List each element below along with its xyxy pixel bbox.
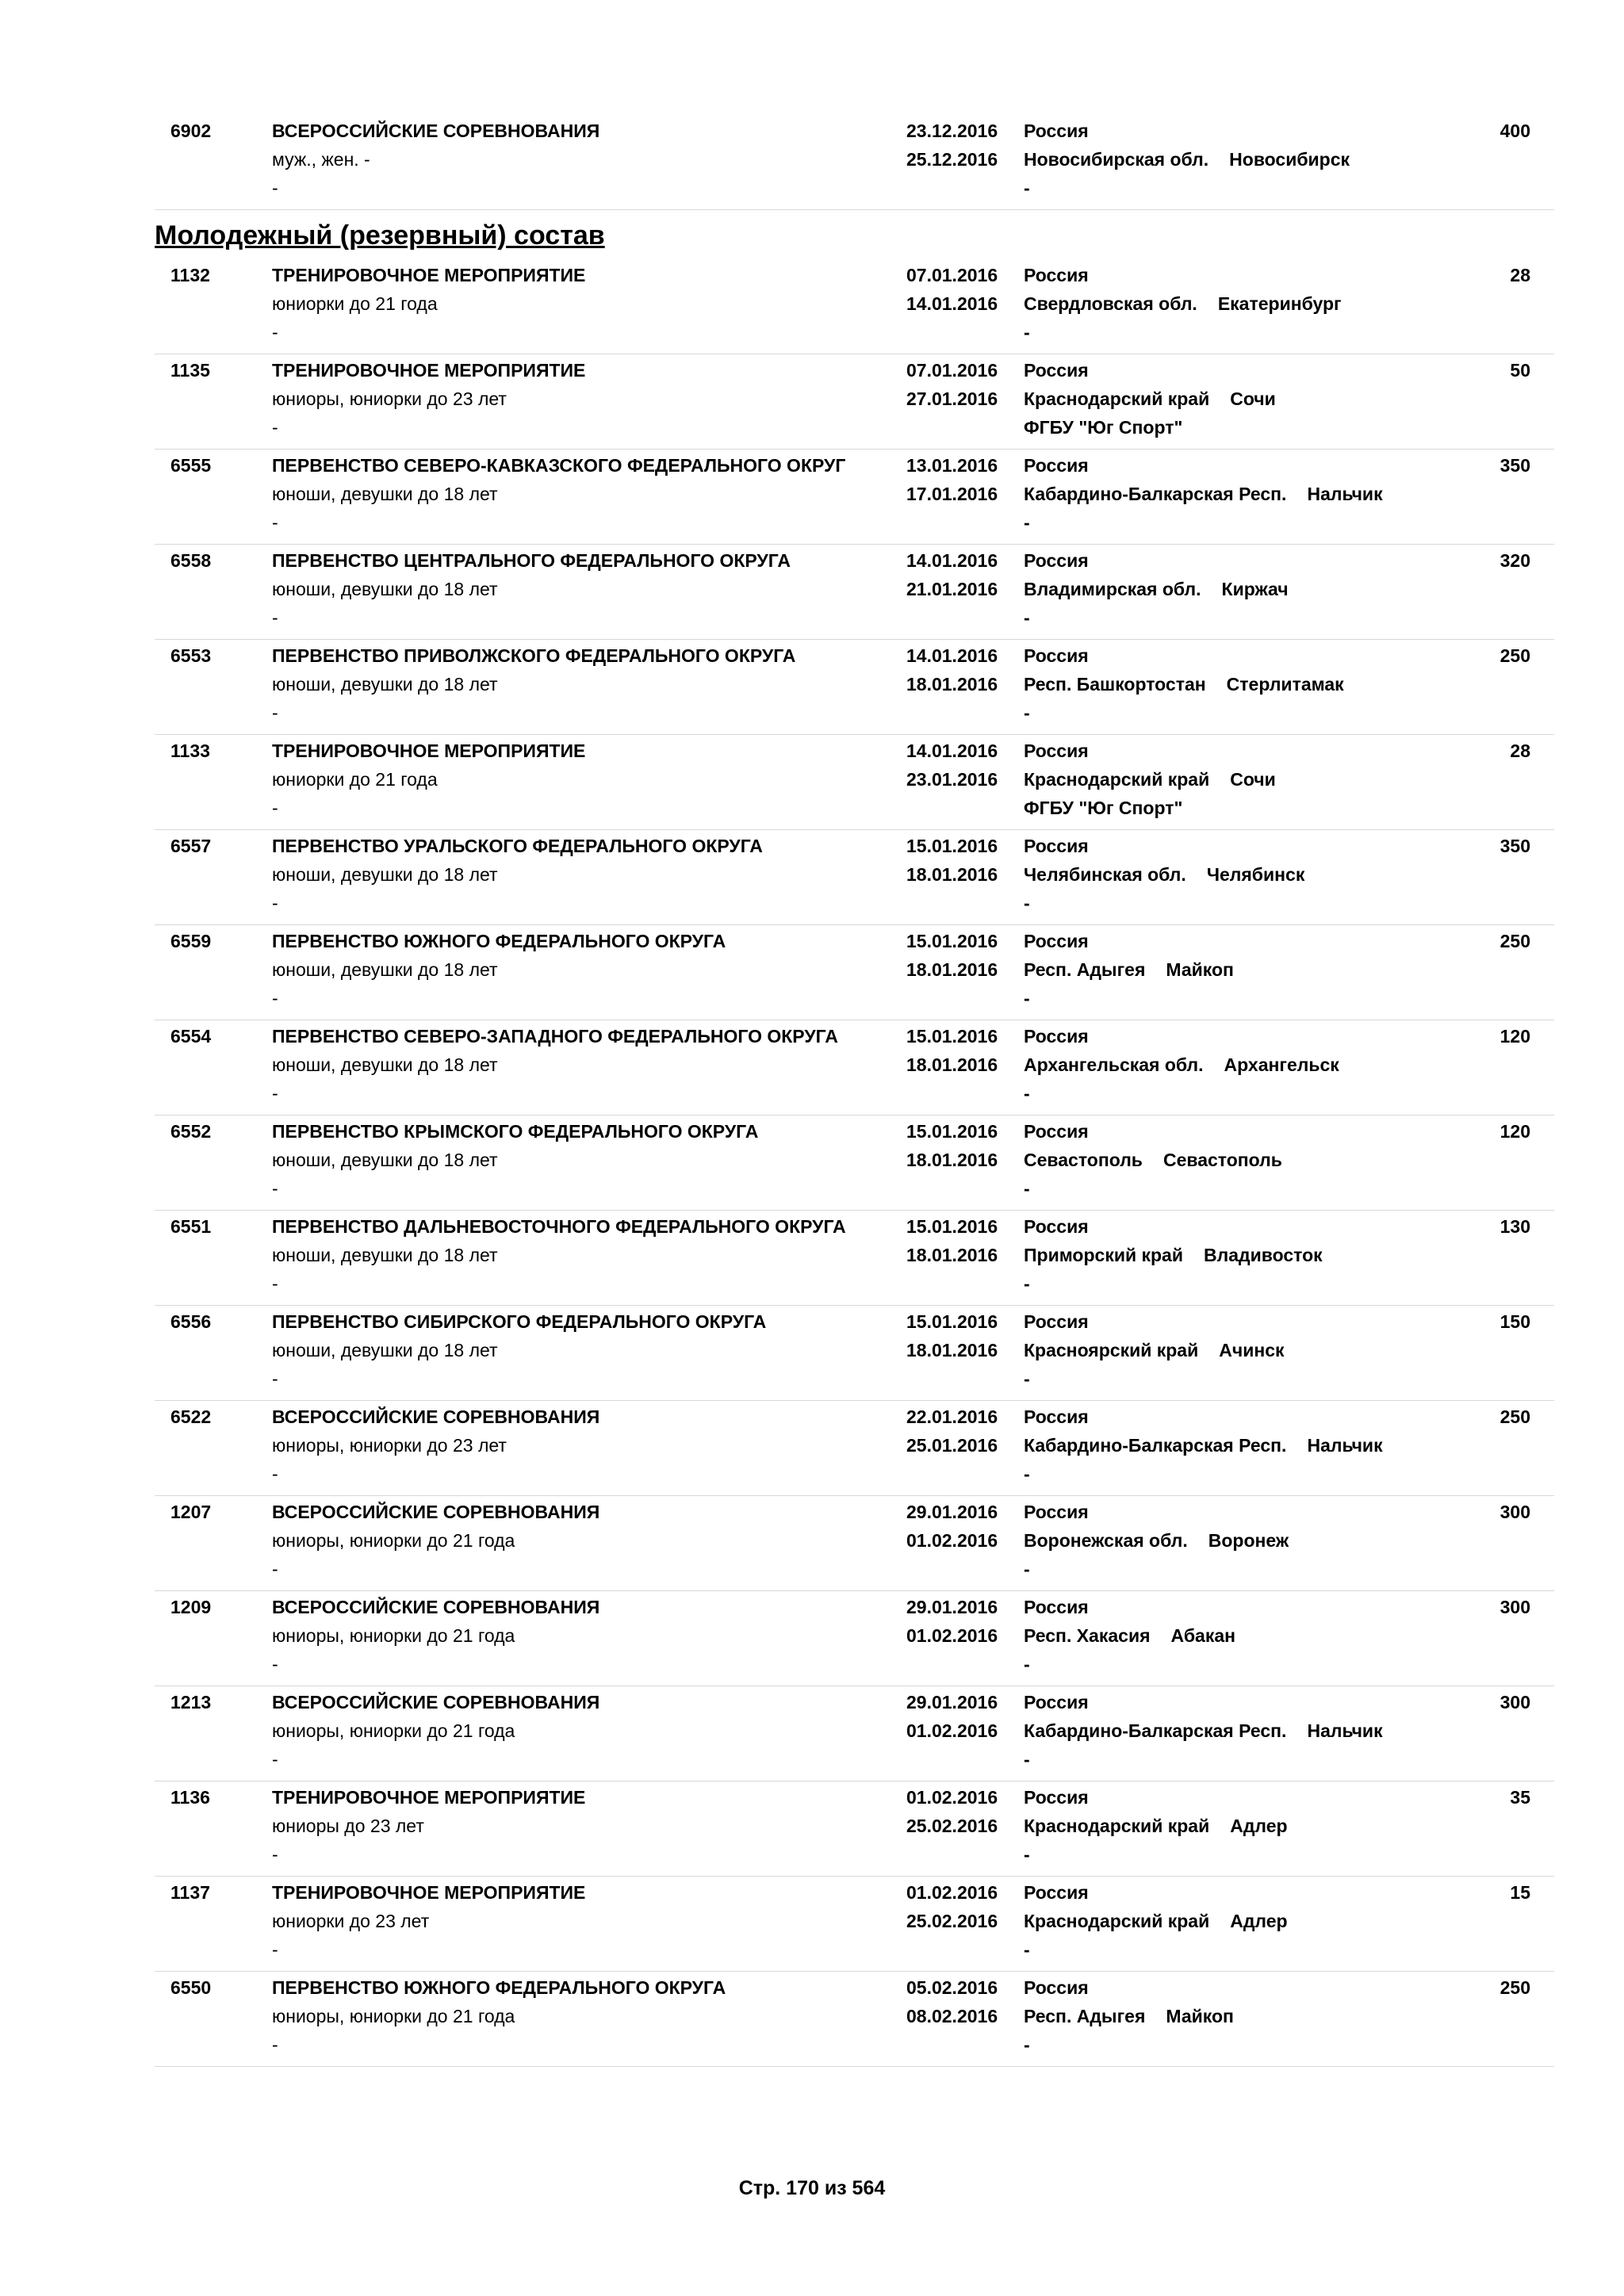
- event-venue: ФГБУ "Юг Спорт": [1024, 417, 1183, 438]
- event-row: [155, 545, 1554, 640]
- event-row: [155, 259, 1554, 354]
- event-date-start: 01.02.2016: [906, 1787, 998, 1808]
- event-name: ПЕРВЕНСТВО СЕВЕРО-КАВКАЗСКОГО ФЕДЕРАЛЬНОГО ОКРУГ: [272, 455, 846, 476]
- event-date-start: 15.01.2016: [906, 836, 998, 856]
- event-participants: 28: [1510, 265, 1530, 285]
- event-name: ТРЕНИРОВОЧНОЕ МЕРОПРИЯТИЕ: [272, 265, 586, 285]
- event-venue: -: [1024, 178, 1030, 198]
- event-date-start: 29.01.2016: [906, 1692, 998, 1712]
- event-country: Россия: [1024, 1882, 1089, 1903]
- event-region: Красноярский край: [1024, 1340, 1199, 1360]
- event-note: -: [272, 2034, 278, 2055]
- event-region: Респ. Хакасия: [1024, 1625, 1151, 1646]
- event-city: Челябинск: [1206, 864, 1305, 885]
- event-date-start: 01.02.2016: [906, 1882, 998, 1903]
- event-venue: -: [1024, 1178, 1030, 1199]
- event-participants: 350: [1500, 455, 1530, 476]
- event-date-start: 07.01.2016: [906, 360, 998, 381]
- event-venue: -: [1024, 1844, 1030, 1865]
- event-date-end: 27.01.2016: [906, 388, 998, 409]
- event-row: [155, 1591, 1554, 1686]
- event-venue: -: [1024, 893, 1030, 913]
- event-name: ТРЕНИРОВОЧНОЕ МЕРОПРИЯТИЕ: [272, 1787, 586, 1808]
- event-date-start: 13.01.2016: [906, 455, 998, 476]
- event-location: [1024, 959, 1234, 981]
- event-region: Краснодарский край: [1024, 769, 1210, 790]
- event-country: Россия: [1024, 836, 1089, 856]
- event-age-group: юниоры, юниорки до 23 лет: [272, 1435, 507, 1456]
- event-name: ПЕРВЕНСТВО ЮЖНОГО ФЕДЕРАЛЬНОГО ОКРУГА: [272, 931, 726, 951]
- event-participants: 250: [1500, 1406, 1530, 1427]
- event-country: Россия: [1024, 1787, 1089, 1808]
- event-code: 1132: [170, 265, 210, 285]
- event-age-group: юниоры до 23 лет: [272, 1816, 424, 1836]
- event-name: ПЕРВЕНСТВО ЦЕНТРАЛЬНОГО ФЕДЕРАЛЬНОГО ОКРУГА: [272, 550, 791, 571]
- event-region: Кабардино-Балкарская Респ.: [1024, 1720, 1287, 1741]
- event-age-group: муж., жен. -: [272, 149, 370, 170]
- event-name: ПЕРВЕНСТВО УРАЛЬСКОГО ФЕДЕРАЛЬНОГО ОКРУГА: [272, 836, 763, 856]
- event-code: 6554: [170, 1026, 212, 1047]
- event-row: [155, 1972, 1554, 2067]
- event-participants: 150: [1500, 1311, 1530, 1332]
- event-participants: 15: [1510, 1882, 1530, 1903]
- page-number: Стр. 170 из 564: [738, 2177, 886, 2199]
- event-row: [155, 1115, 1554, 1211]
- event-location: [1024, 1529, 1289, 1552]
- event-venue: -: [1024, 1939, 1030, 1960]
- event-age-group: юноши, девушки до 18 лет: [272, 1150, 498, 1170]
- event-date-start: 14.01.2016: [906, 740, 998, 761]
- event-age-group: юноши, девушки до 18 лет: [272, 484, 498, 504]
- event-note: -: [272, 512, 278, 533]
- event-date-end: 18.01.2016: [906, 1340, 998, 1360]
- event-code: 6550: [170, 1977, 212, 1998]
- event-participants: 400: [1500, 121, 1530, 141]
- event-note: -: [272, 1844, 278, 1865]
- event-country: Россия: [1024, 645, 1089, 666]
- event-date-end: 25.01.2016: [906, 1435, 998, 1456]
- event-age-group: юниорки до 21 года: [272, 769, 438, 790]
- event-age-group: юниоры, юниорки до 21 года: [272, 1530, 515, 1551]
- event-participants: 350: [1500, 836, 1530, 856]
- event-row: [155, 1306, 1554, 1401]
- event-row: [155, 1211, 1554, 1306]
- event-venue: -: [1024, 1273, 1030, 1294]
- event-city: Владивосток: [1204, 1245, 1323, 1265]
- event-region: Челябинская обл.: [1024, 864, 1186, 885]
- event-venue: -: [1024, 1464, 1030, 1484]
- event-code: 6902: [170, 121, 212, 141]
- event-note: -: [272, 322, 278, 342]
- event-note: -: [272, 1178, 278, 1199]
- event-location: [1024, 483, 1383, 505]
- event-age-group: юноши, девушки до 18 лет: [272, 864, 498, 885]
- event-row: [155, 1686, 1554, 1781]
- event-code: 6558: [170, 550, 212, 571]
- event-age-group: юноши, девушки до 18 лет: [272, 579, 498, 599]
- event-age-group: юноши, девушки до 18 лет: [272, 674, 498, 695]
- event-row: [155, 1401, 1554, 1496]
- event-note: -: [272, 1083, 278, 1104]
- event-date-start: 07.01.2016: [906, 265, 998, 285]
- event-row: [155, 354, 1554, 450]
- event-name: ПЕРВЕНСТВО СИБИРСКОГО ФЕДЕРАЛЬНОГО ОКРУГА: [272, 1311, 767, 1332]
- event-region: Архангельская обл.: [1024, 1054, 1204, 1075]
- event-date-start: 15.01.2016: [906, 1121, 998, 1142]
- event-name: ВСЕРОССИЙСКИЕ СОРЕВНОВАНИЯ: [272, 1502, 600, 1522]
- event-date-end: 18.01.2016: [906, 1054, 998, 1075]
- event-note: -: [272, 417, 278, 438]
- event-location: [1024, 1244, 1323, 1266]
- event-city: Архангельск: [1224, 1054, 1339, 1075]
- event-location: [1024, 578, 1289, 600]
- event-country: Россия: [1024, 1311, 1089, 1332]
- event-date-end: 18.01.2016: [906, 959, 998, 980]
- event-note: -: [272, 702, 278, 723]
- event-date-end: 25.02.2016: [906, 1816, 998, 1836]
- event-note: -: [272, 1464, 278, 1484]
- event-row: [155, 450, 1554, 545]
- event-age-group: юниоры, юниорки до 21 года: [272, 1720, 515, 1741]
- event-list-top: [155, 115, 1554, 210]
- event-country: Россия: [1024, 1216, 1089, 1237]
- event-date-end: 25.02.2016: [906, 1911, 998, 1931]
- event-venue: -: [1024, 322, 1030, 342]
- event-region: Краснодарский край: [1024, 1816, 1210, 1836]
- event-row: [155, 925, 1554, 1020]
- event-location: [1024, 148, 1350, 170]
- event-region: Воронежская обл.: [1024, 1530, 1188, 1551]
- event-city: Новосибирск: [1229, 149, 1350, 170]
- event-name: ВСЕРОССИЙСКИЕ СОРЕВНОВАНИЯ: [272, 121, 600, 141]
- event-date-start: 15.01.2016: [906, 1311, 998, 1332]
- event-date-end: 25.12.2016: [906, 149, 998, 170]
- event-date-end: 18.01.2016: [906, 1150, 998, 1170]
- event-note: -: [272, 1368, 278, 1389]
- event-date-start: 29.01.2016: [906, 1597, 998, 1617]
- event-note: -: [272, 178, 278, 198]
- event-participants: 250: [1500, 645, 1530, 666]
- document-page: [155, 115, 1554, 2067]
- event-code: 1137: [170, 1882, 210, 1903]
- event-note: -: [272, 607, 278, 628]
- event-region: Краснодарский край: [1024, 388, 1210, 409]
- event-region: Свердловская обл.: [1024, 293, 1197, 314]
- event-participants: 35: [1510, 1787, 1530, 1808]
- event-location: [1024, 1339, 1285, 1361]
- event-note: -: [272, 1559, 278, 1579]
- event-participants: 120: [1500, 1026, 1530, 1047]
- event-note: -: [272, 1939, 278, 1960]
- event-row: [155, 1020, 1554, 1115]
- event-code: 1135: [170, 360, 210, 381]
- event-name: ВСЕРОССИЙСКИЕ СОРЕВНОВАНИЯ: [272, 1406, 600, 1427]
- event-code: 1207: [170, 1502, 212, 1522]
- event-code: 1136: [170, 1787, 210, 1808]
- event-name: ТРЕНИРОВОЧНОЕ МЕРОПРИЯТИЕ: [272, 740, 586, 761]
- event-note: -: [272, 1654, 278, 1674]
- event-country: Россия: [1024, 1406, 1089, 1427]
- event-date-start: 15.01.2016: [906, 931, 998, 951]
- event-country: Россия: [1024, 265, 1089, 285]
- event-participants: 120: [1500, 1121, 1530, 1142]
- event-name: ТРЕНИРОВОЧНОЕ МЕРОПРИЯТИЕ: [272, 360, 586, 381]
- event-city: Абакан: [1170, 1625, 1236, 1646]
- event-city: Адлер: [1230, 1911, 1288, 1931]
- event-code: 6556: [170, 1311, 212, 1332]
- event-age-group: юноши, девушки до 18 лет: [272, 959, 498, 980]
- event-city: Адлер: [1230, 1816, 1288, 1836]
- event-venue: -: [1024, 607, 1030, 628]
- event-code: 6522: [170, 1406, 212, 1427]
- event-region: Приморский край: [1024, 1245, 1183, 1265]
- event-note: -: [272, 1749, 278, 1770]
- event-location: [1024, 1054, 1339, 1076]
- event-region: Респ. Башкортостан: [1024, 674, 1206, 695]
- event-country: Россия: [1024, 360, 1089, 381]
- event-row: [155, 1781, 1554, 1877]
- event-region: Новосибирская обл.: [1024, 149, 1209, 170]
- event-name: ПЕРВЕНСТВО ЮЖНОГО ФЕДЕРАЛЬНОГО ОКРУГА: [272, 1977, 726, 1998]
- event-code: 6555: [170, 455, 212, 476]
- event-city: Екатеринбург: [1217, 293, 1342, 314]
- event-location: [1024, 1434, 1383, 1456]
- event-name: ПЕРВЕНСТВО КРЫМСКОГО ФЕДЕРАЛЬНОГО ОКРУГА: [272, 1121, 759, 1142]
- event-note: -: [272, 798, 278, 818]
- event-participants: 50: [1510, 360, 1530, 381]
- event-date-end: 01.02.2016: [906, 1530, 998, 1551]
- event-date-start: 22.01.2016: [906, 1406, 998, 1427]
- event-country: Россия: [1024, 931, 1089, 951]
- event-city: Нальчик: [1307, 1720, 1383, 1741]
- event-venue: -: [1024, 512, 1030, 533]
- event-date-start: 14.01.2016: [906, 645, 998, 666]
- event-row: [155, 830, 1554, 925]
- event-code: 6551: [170, 1216, 212, 1237]
- event-date-start: 23.12.2016: [906, 121, 998, 141]
- event-location: [1024, 293, 1342, 315]
- event-region: Респ. Адыгея: [1024, 2006, 1146, 2026]
- event-location: [1024, 2005, 1234, 2027]
- event-list-reserve: [155, 259, 1554, 2067]
- event-date-end: 18.01.2016: [906, 674, 998, 695]
- event-name: ПЕРВЕНСТВО ДАЛЬНЕВОСТОЧНОГО ФЕДЕРАЛЬНОГО ОКРУГА: [272, 1216, 846, 1237]
- event-city: Сочи: [1230, 769, 1276, 790]
- event-location: [1024, 863, 1304, 886]
- event-location: [1024, 768, 1276, 790]
- event-country: Россия: [1024, 1121, 1089, 1142]
- event-region: Респ. Адыгея: [1024, 959, 1146, 980]
- event-city: Севастополь: [1162, 1150, 1282, 1170]
- event-country: Россия: [1024, 1597, 1089, 1617]
- event-city: Нальчик: [1307, 484, 1383, 504]
- event-age-group: юниоры, юниорки до 21 года: [272, 2006, 515, 2026]
- event-city: Нальчик: [1307, 1435, 1383, 1456]
- event-venue: -: [1024, 2034, 1030, 2055]
- event-age-group: юноши, девушки до 18 лет: [272, 1340, 498, 1360]
- event-date-end: 18.01.2016: [906, 864, 998, 885]
- event-country: Россия: [1024, 121, 1089, 141]
- event-name: ПЕРВЕНСТВО ПРИВОЛЖСКОГО ФЕДЕРАЛЬНОГО ОКРУГА: [272, 645, 796, 666]
- event-code: 6559: [170, 931, 212, 951]
- event-location: [1024, 388, 1276, 410]
- event-name: ТРЕНИРОВОЧНОЕ МЕРОПРИЯТИЕ: [272, 1882, 586, 1903]
- event-city: Киржач: [1221, 579, 1289, 599]
- event-region: Кабардино-Балкарская Респ.: [1024, 1435, 1287, 1456]
- event-date-end: 01.02.2016: [906, 1625, 998, 1646]
- section-title: Молодежный (резервный) состав: [155, 220, 605, 251]
- event-location: [1024, 1149, 1282, 1171]
- event-note: -: [272, 988, 278, 1008]
- event-age-group: юниоры, юниорки до 23 лет: [272, 388, 507, 409]
- event-city: Майкоп: [1166, 2006, 1234, 2026]
- event-country: Россия: [1024, 1977, 1089, 1998]
- event-venue: -: [1024, 988, 1030, 1008]
- event-participants: 130: [1500, 1216, 1530, 1237]
- event-venue: ФГБУ "Юг Спорт": [1024, 798, 1183, 818]
- event-venue: -: [1024, 1654, 1030, 1674]
- event-age-group: юниорки до 21 года: [272, 293, 438, 314]
- event-region: Владимирская обл.: [1024, 579, 1201, 599]
- event-date-end: 21.01.2016: [906, 579, 998, 599]
- event-code: 1213: [170, 1692, 212, 1712]
- event-row: [155, 640, 1554, 735]
- event-location: [1024, 1815, 1288, 1837]
- event-country: Россия: [1024, 740, 1089, 761]
- event-country: Россия: [1024, 550, 1089, 571]
- event-date-end: 14.01.2016: [906, 293, 998, 314]
- event-location: [1024, 1624, 1235, 1647]
- event-name: ВСЕРОССИЙСКИЕ СОРЕВНОВАНИЯ: [272, 1597, 600, 1617]
- event-participants: 300: [1500, 1597, 1530, 1617]
- event-age-group: юноши, девушки до 18 лет: [272, 1245, 498, 1265]
- event-venue: -: [1024, 1559, 1030, 1579]
- event-region: Севастополь: [1024, 1150, 1143, 1170]
- event-age-group: юниорки до 23 лет: [272, 1911, 430, 1931]
- event-date-start: 15.01.2016: [906, 1216, 998, 1237]
- event-participants: 28: [1510, 740, 1530, 761]
- event-venue: -: [1024, 702, 1030, 723]
- event-date-end: 23.01.2016: [906, 769, 998, 790]
- event-code: 6557: [170, 836, 212, 856]
- event-date-start: 15.01.2016: [906, 1026, 998, 1047]
- event-location: [1024, 673, 1344, 695]
- event-participants: 250: [1500, 1977, 1530, 1998]
- event-city: Сочи: [1230, 388, 1276, 409]
- event-code: 6552: [170, 1121, 212, 1142]
- event-venue: -: [1024, 1368, 1030, 1389]
- event-date-start: 29.01.2016: [906, 1502, 998, 1522]
- event-date-end: 18.01.2016: [906, 1245, 998, 1265]
- event-date-end: 17.01.2016: [906, 484, 998, 504]
- event-name: ВСЕРОССИЙСКИЕ СОРЕВНОВАНИЯ: [272, 1692, 600, 1712]
- event-note: -: [272, 1273, 278, 1294]
- event-note: -: [272, 893, 278, 913]
- event-code: 6553: [170, 645, 212, 666]
- event-row: [155, 735, 1554, 830]
- event-venue: -: [1024, 1083, 1030, 1104]
- event-venue: -: [1024, 1749, 1030, 1770]
- event-code: 1209: [170, 1597, 212, 1617]
- event-age-group: юноши, девушки до 18 лет: [272, 1054, 498, 1075]
- event-age-group: юниоры, юниорки до 21 года: [272, 1625, 515, 1646]
- event-date-start: 05.02.2016: [906, 1977, 998, 1998]
- event-country: Россия: [1024, 1692, 1089, 1712]
- event-code: 1133: [170, 740, 210, 761]
- event-date-end: 08.02.2016: [906, 2006, 998, 2026]
- event-city: Майкоп: [1166, 959, 1234, 980]
- event-location: [1024, 1720, 1383, 1742]
- event-row: [155, 1877, 1554, 1972]
- event-row: [155, 115, 1554, 210]
- event-city: Ачинск: [1219, 1340, 1285, 1360]
- event-date-start: 14.01.2016: [906, 550, 998, 571]
- event-row: [155, 1496, 1554, 1591]
- event-date-end: 01.02.2016: [906, 1720, 998, 1741]
- event-region: Краснодарский край: [1024, 1911, 1210, 1931]
- event-city: Стерлитамак: [1226, 674, 1344, 695]
- event-region: Кабардино-Балкарская Респ.: [1024, 484, 1287, 504]
- event-location: [1024, 1910, 1288, 1932]
- event-country: Россия: [1024, 1502, 1089, 1522]
- event-name: ПЕРВЕНСТВО СЕВЕРО-ЗАПАДНОГО ФЕДЕРАЛЬНОГО ОКРУГА: [272, 1026, 838, 1047]
- event-city: Воронеж: [1208, 1530, 1289, 1551]
- event-participants: 320: [1500, 550, 1530, 571]
- event-country: Россия: [1024, 455, 1089, 476]
- event-participants: 250: [1500, 931, 1530, 951]
- event-participants: 300: [1500, 1692, 1530, 1712]
- event-participants: 300: [1500, 1502, 1530, 1522]
- event-country: Россия: [1024, 1026, 1089, 1047]
